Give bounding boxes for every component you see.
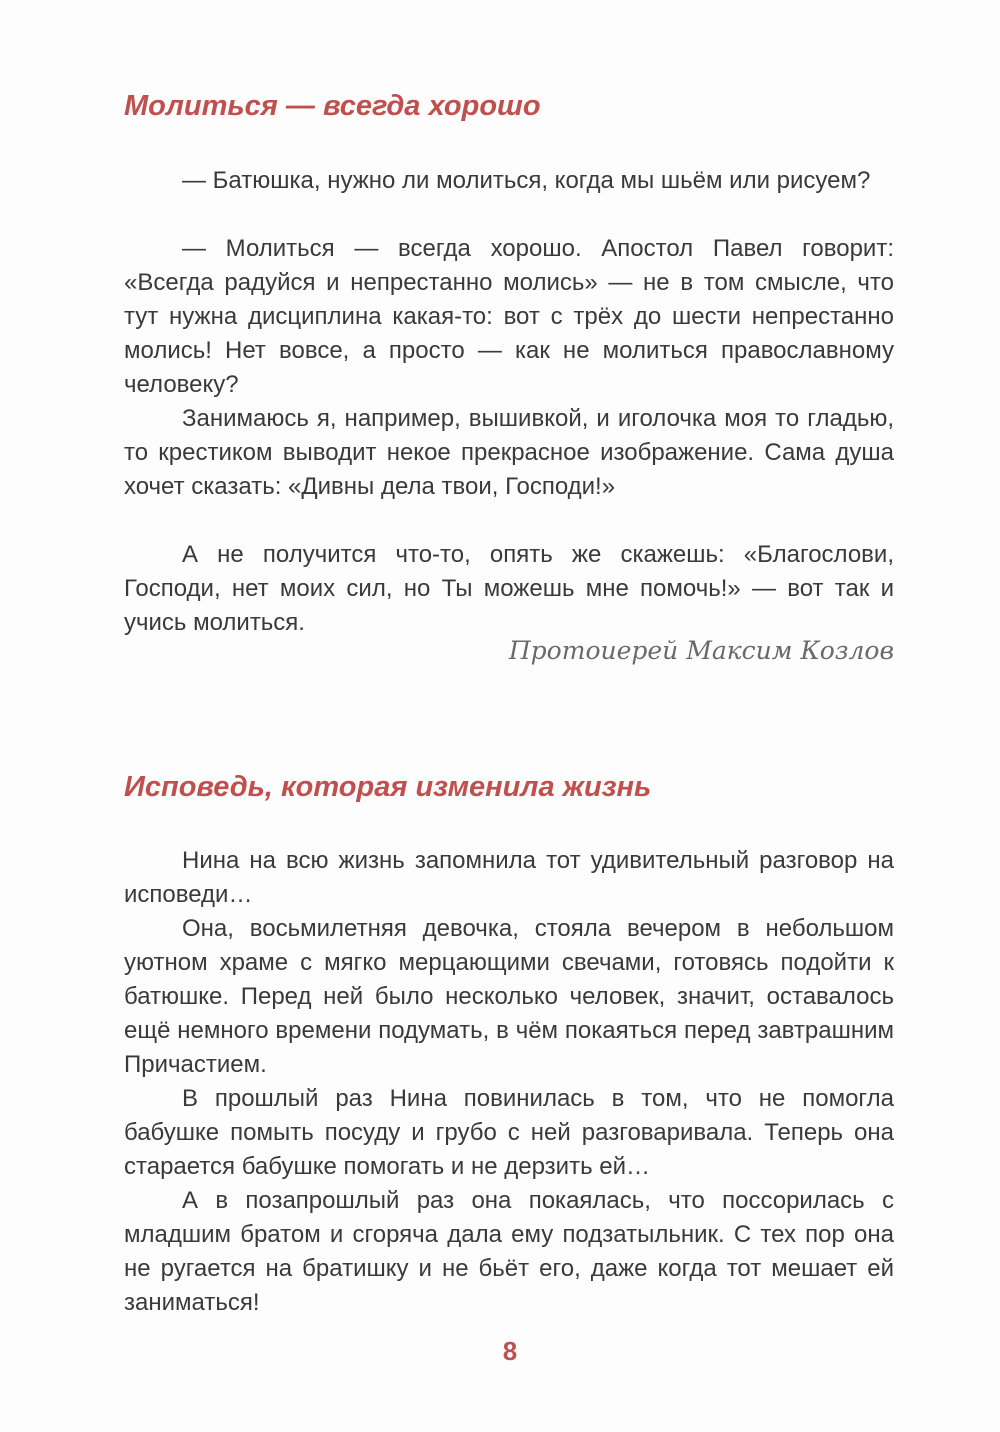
section-title: Исповедь, которая изменила жизнь bbox=[124, 771, 652, 803]
paragraph: — Батюшка, нужно ли молиться, когда мы шьём или рисуем? bbox=[182, 167, 871, 194]
paragraph: Она, восьмилетняя девочка, стояла вечером в небольшом уютном храме с мягко мерцающими свечами, готовясь подойти к батюшке. Перед ней было несколько человек, значит, оставалось ещё немного времени подумать, в чём покаяться перед завтрашним Причастием. bbox=[124, 915, 894, 1078]
section-title: Молиться — всегда хорошо bbox=[124, 90, 541, 122]
paragraph: А не получится что-то, опять же скажешь: «Благослови, Господи, нет моих сил, но Ты можешь мне помочь!» — вот так и учись молиться. bbox=[124, 541, 894, 636]
paragraph: В прошлый раз Нина повинилась в том, что не помогла бабушке помыть посуду и грубо с ней разговаривала. Теперь она старается бабушке помогать и не дерзить ей… bbox=[124, 1085, 894, 1180]
paragraph: Занимаюсь я, например, вышивкой, и иголочка моя то гладью, то крестиком выводит некое прекрасное изображение. Сама душа хочет сказать: «Дивны дела твои, Господи!» bbox=[124, 405, 894, 500]
page-number: 8 bbox=[502, 1336, 518, 1366]
paragraph: А в позапрошлый раз она покаялась, что поссорилась с младшим братом и сгоряча дала ему подзатыльник. С тех пор она не ругается на братишку и не бьёт его, даже когда тот мешает ей заниматься! bbox=[124, 1187, 894, 1316]
paragraph: Нина на всю жизнь запомнила тот удивительный разговор на исповеди… bbox=[124, 847, 894, 908]
paragraph: — Молиться — всегда хорошо. Апостол Павел говорит: «Всегда радуйся и непрестанно молись» — не в том смысле, что тут нужна дисциплина какая-то: вот с трёх до шести непрестанно молись! Нет вовсе, а просто — как не молиться православному человеку? bbox=[124, 235, 894, 398]
author-signature: Протоиерей Максим Козлов bbox=[508, 636, 894, 665]
